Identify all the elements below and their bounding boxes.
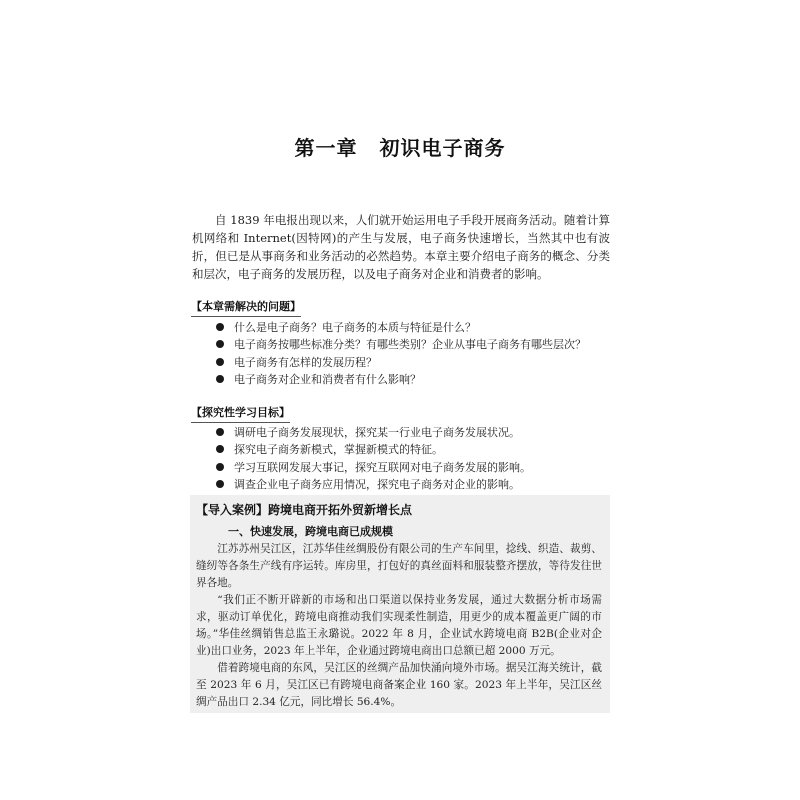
list-item [216, 441, 606, 459]
problems-list [216, 318, 606, 388]
list-item [216, 458, 606, 476]
intro-section [192, 211, 610, 283]
list-item-text: 学习互联网发展大事记，探究互联网对电子商务发展的影响。 [234, 460, 531, 474]
case-paragraph: 江苏苏州吴江区，江苏华佳丝绸股份有限公司的生产车间里，捻线、织造、裁剪、缝纫等各条生产线有序运转。库房里，打包好的真丝面料和服装整齐摆放，等待发往世界各地。 [196, 543, 602, 589]
bullet-icon [216, 375, 224, 383]
list-item-text: 调研电子商务发展现状，探究某一行业电子商务发展状况。 [234, 425, 520, 439]
chapter-number: 第一章 [294, 136, 358, 160]
case-paragraph: 借着跨境电商的东风，吴江区的丝绸产品加快涌向境外市场。据吴江海关统计，截至 2023 年 6 月，吴江区已有跨境电商备案企业 160 家。2023 年上半年，吴江区丝绸产品出口 2.34 亿元，同比增长 56.4%。 [196, 662, 602, 708]
list-item-text: 电子商务对企业和消费者有什么影响？ [234, 373, 421, 387]
list-item [216, 476, 606, 494]
intro-paragraph: 自 1839 年电报出现以来，人们就开始运用电子手段开展商务活动。随着计算机网络和 Internet(因特网)的产生与发展，电子商务快速增长，当然其中也有波折，但已是从事商务和业务活动的必然趋势。本章主要介绍电子商务的概念、分类和层次，电子商务的发展历程，以及电子商务对企业和消费者的影响。 [192, 213, 610, 281]
case-study-box [190, 495, 610, 713]
list-item [216, 423, 606, 441]
bullet-icon [216, 428, 224, 436]
list-item-text: 什么是电子商务？电子商务的本质与特征是什么？ [234, 320, 476, 334]
bullet-icon [216, 480, 224, 488]
chapter-name: 初识电子商务 [379, 136, 506, 160]
list-item-text: 调查企业电子商务应用情况，探究电子商务对企业的影响。 [234, 478, 520, 492]
list-item [216, 318, 606, 336]
goals-label: 【探究性学习目标】 [191, 404, 290, 423]
problems-label: 【本章需解决的问题】 [191, 298, 301, 317]
case-paragraph: “我们正不断开辟新的市场和出口渠道以保持业务发展，通过大数据分析市场需求，驱动订单优化，跨境电商推动我们实现柔性制造，用更少的成本覆盖更广阔的市场。”华佳丝绸销售总监王永璐说。2022 年 8 月，企业试水跨境电商 B2B(企业对企业)出口业务，2023 年上半年，企业通过跨境电商出口总额已超 2000 万元。 [196, 594, 602, 657]
chapter-title [0, 132, 800, 161]
bullet-icon [216, 463, 224, 471]
case-body [196, 541, 602, 711]
bullet-icon [216, 445, 224, 453]
bullet-icon [216, 358, 224, 366]
case-subheading: 一、快速发展，跨境电商已成规模 [228, 525, 393, 538]
list-item-text: 探究电子商务新模式，掌握新模式的特征。 [234, 443, 443, 457]
list-item-text: 电子商务有怎样的发展历程？ [234, 355, 377, 369]
list-item [216, 336, 606, 354]
goals-list [216, 423, 606, 493]
case-title: 【导入案例】跨境电商开拓外贸新增长点 [196, 503, 413, 517]
bullet-icon [216, 340, 224, 348]
list-item [216, 371, 606, 389]
list-item [216, 353, 606, 371]
list-item-text: 电子商务按哪些标准分类？有哪些类别？企业从事电子商务有哪些层次？ [234, 338, 586, 352]
bullet-icon [216, 323, 224, 331]
